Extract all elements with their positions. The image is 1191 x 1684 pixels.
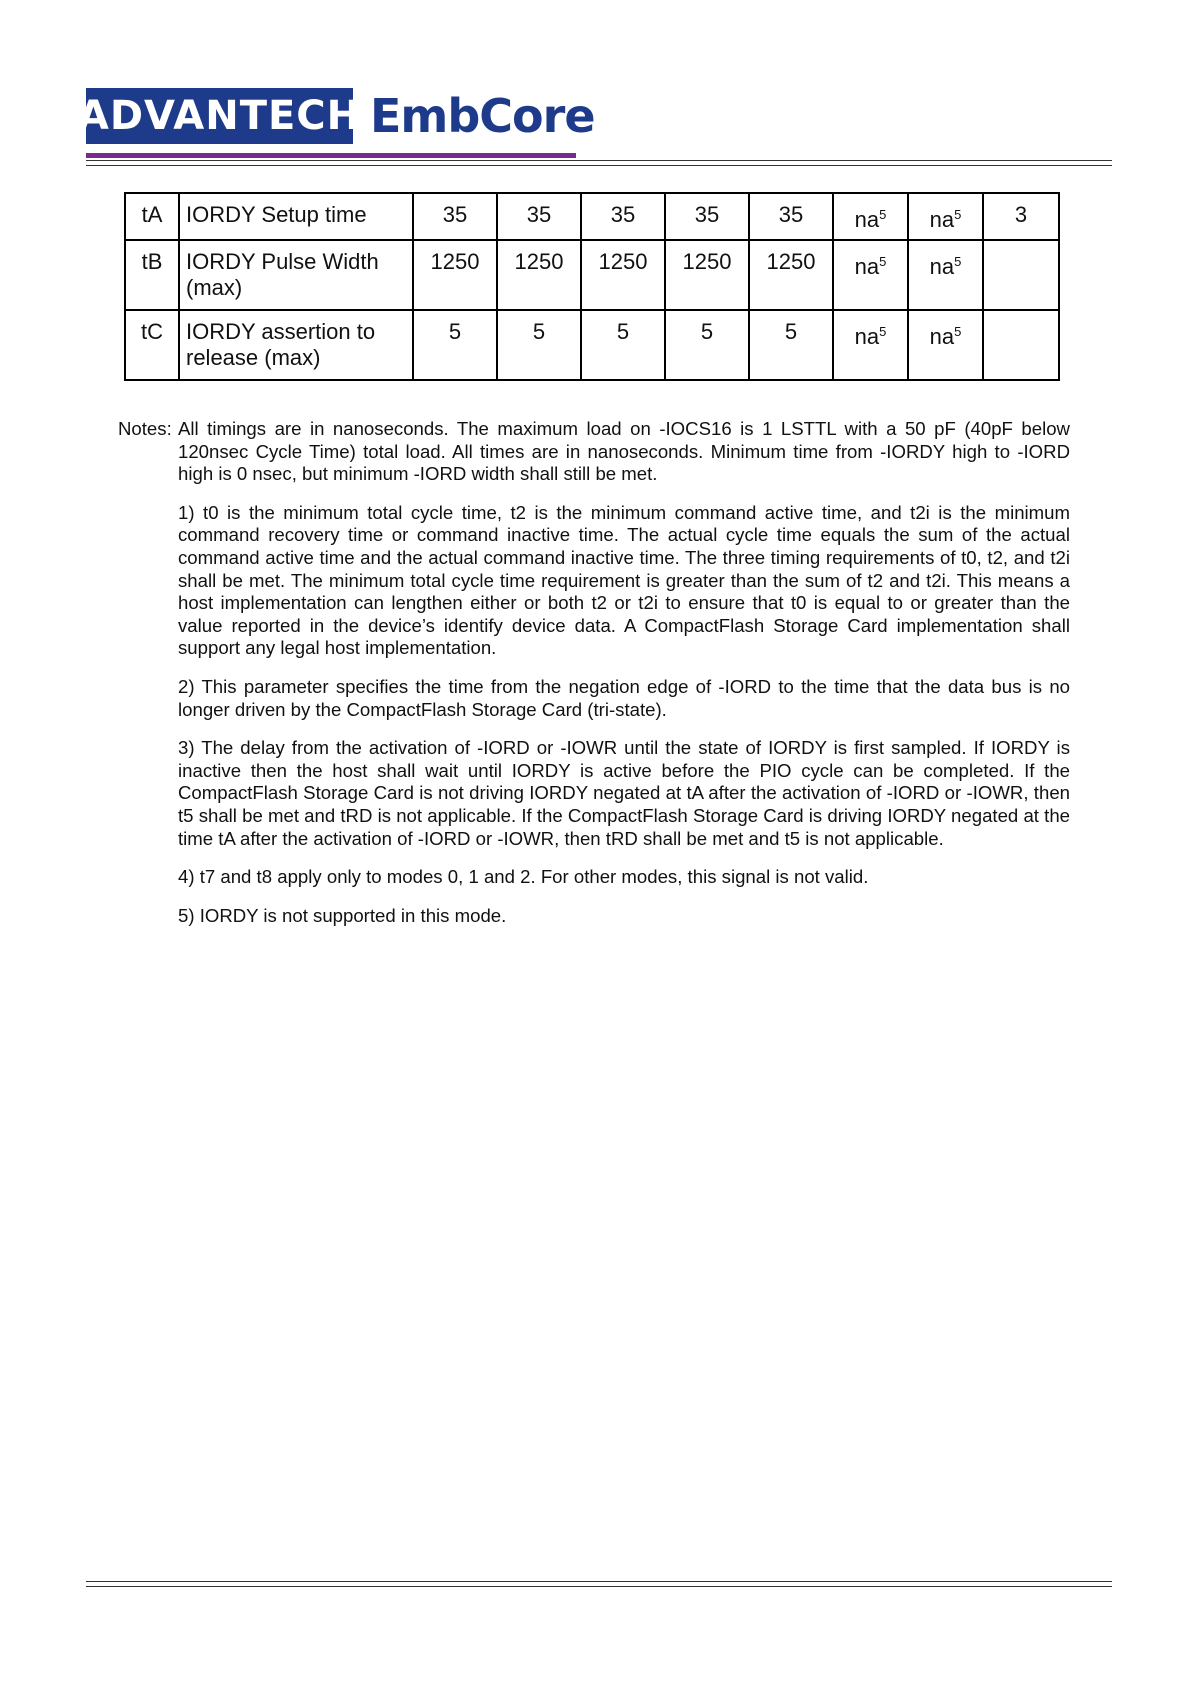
embcore-logo: EmbCore [370,89,595,143]
note-item: 2) This parameter specifies the time from the negation edge of -IORD to the time that the data bus is no longer driven by the CompactFlash Storage Card (tri-state). [178,675,1070,720]
value-cell: 35 [749,193,833,240]
footnote-ref: 5 [879,254,887,269]
value-cell [983,240,1059,310]
value-cell: 3 [983,193,1059,240]
table-row [125,310,1059,380]
symbol-cell: tB [125,240,179,310]
note-item: 3) The delay from the activation of -IORD or -IOWR until the state of IORDY is first sampled. If IORDY is inactive then the host shall wait until IORDY is active before the PIO cycle can be completed. If the CompactFlash Storage Card is not driving IORDY negated at tA after the activation of -IORD or -IOWR, then t5 shall be met and tRD is not applicable. If the CompactFlash Storage Card is driving IORDY negated at the time tA after the activation of -IORD or -IOWR, then tRD shall be met and t5 is not applicable. [178,737,1070,849]
value-cell: 5 [413,310,497,380]
symbol-cell: tC [125,310,179,380]
note-item: 5) IORDY is not supported in this mode. [178,904,507,926]
description-cell: IORDY Pulse Width (max) [179,240,413,310]
value-cell: 5 [665,310,749,380]
na-text: na [854,324,880,349]
notes-label: Notes: [118,418,172,439]
footnote-ref: 5 [954,254,962,269]
value-cell: 5 [497,310,581,380]
value-cell: 1250 [749,240,833,310]
value-cell: 5 [581,310,665,380]
na-text: na [854,207,880,232]
footnote-ref: 5 [954,324,962,339]
timing-table [124,192,1060,381]
footer-divider [86,1581,1112,1587]
notes-intro: All timings are in nanoseconds. The maximum load on -IOCS16 is 1 LSTTL with a 50 pF (40pF below 120nsec Cycle Time) total load. All times are in nanoseconds. Minimum time from -IORDY high to -IORD high is 0 nsec, but minimum -IORD width shall still be met. [178,418,1070,485]
notes-intro-row [118,418,1070,486]
na-text: na [929,254,955,279]
na-cell [908,310,983,380]
na-cell [833,193,908,240]
logo-underline [86,153,576,158]
note-item: 4) t7 and t8 apply only to modes 0, 1 and 2. For other modes, this signal is not valid. [178,866,869,888]
na-text: na [929,207,955,232]
value-cell: 1250 [581,240,665,310]
value-cell: 35 [665,193,749,240]
value-cell: 1250 [413,240,497,310]
value-cell: 35 [413,193,497,240]
na-text: na [929,324,955,349]
value-cell: 1250 [497,240,581,310]
na-cell [833,240,908,310]
value-cell: 5 [749,310,833,380]
footnote-ref: 5 [879,207,887,222]
header-divider [86,160,1112,166]
na-cell [908,240,983,310]
value-cell: 35 [497,193,581,240]
value-cell: 1250 [665,240,749,310]
table-row [125,193,1059,240]
description-cell: IORDY Setup time [179,193,413,240]
na-cell [908,193,983,240]
description-cell: IORDY assertion to release (max) [179,310,413,380]
table-row [125,240,1059,310]
symbol-cell: tA [125,193,179,240]
footnote-ref: 5 [954,207,962,222]
advantech-logo: ADVANTECH [86,88,353,144]
note-item: 1) t0 is the minimum total cycle time, t2 is the minimum command active time, and t2i is the minimum command recovery time or command inactive time. The actual cycle time equals the sum of the actual command active time and the actual command inactive time. The three timing requirements of t0, t2, and t2i shall be met. The minimum total cycle time requirement is greater than the sum of t2 and t2i. This means a host implementation can lengthen either or both t2 or t2i to ensure that t0 is equal to or greater than the value reported in the device’s identify device data. A CompactFlash Storage Card implementation shall support any legal host implementation. [178,501,1070,659]
na-cell [833,310,908,380]
footnote-ref: 5 [879,324,887,339]
notes-section [118,418,1070,927]
value-cell [983,310,1059,380]
na-text: na [854,254,880,279]
value-cell: 35 [581,193,665,240]
